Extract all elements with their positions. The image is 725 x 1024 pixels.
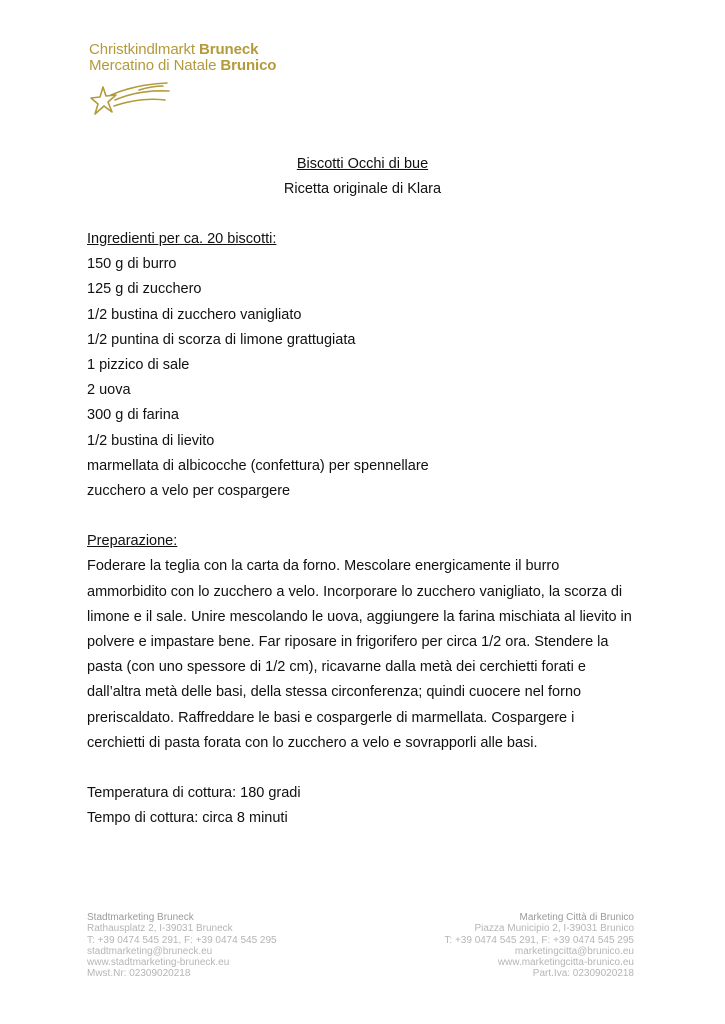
recipe-header [0,152,725,202]
ingredient-item: 150 g di burro [87,256,177,273]
footer-right [444,912,634,980]
footer-left-phone: T: +39 0474 545 291, F: +39 0474 545 295 [87,934,277,946]
preparation-line: dall’altra metà delle basi, della stessa circonferenza; quindi cuocere nel forno [87,684,582,701]
footer-right-email: marketingcitta@brunico.eu [514,945,634,957]
ingredient-item: 1 pizzico di sale [87,356,190,373]
footer-left-address: Rathausplatz 2, I-39031 Bruneck [87,923,233,935]
recipe-title: Biscotti Occhi di bue [296,156,429,172]
logo-line-2-regular: Mercatino di Natale [89,57,221,74]
footer-left [87,912,277,980]
footer-left-email: stadtmarketing@bruneck.eu [87,945,213,957]
preparation-line: preriscaldato. Raffreddare le basi e cospargerle di marmellata. Cospargere i [87,709,575,726]
footer-right-vat: Part.Iva: 02309020218 [532,968,634,980]
logo-line-1-regular: Christkindlmarkt [89,41,199,58]
recipe-body [87,227,647,832]
preparation-heading: Preparazione: [87,533,178,550]
ingredient-item: 300 g di farina [87,407,179,424]
recipe-subtitle: Ricetta originale di Klara [283,181,442,197]
logo [89,42,289,132]
cooking-time: Tempo di cottura: circa 8 minuti [87,810,288,827]
preparation-line: Foderare la teglia con la carta da forno. Mescolare energicamente il burro [87,558,560,575]
ingredient-item: 2 uova [87,382,131,399]
footer-right-org: Marketing Città di Brunico [519,912,634,923]
logo-line-1 [89,42,289,58]
logo-line-1-bold: Bruneck [199,41,259,58]
ingredient-item: zucchero a velo per cospargere [87,482,291,499]
spacer [87,504,647,529]
preparation-line: pasta (con uno spessore di 1/2 cm), ricavarne dalla metà dei cerchietti forati e [87,659,586,676]
footer-right-phone: T: +39 0474 545 291, F: +39 0474 545 295 [444,934,634,946]
footer-right-website: www.marketingcitta-brunico.eu [497,957,634,969]
footer-right-address: Piazza Municipio 2, I-39031 Brunico [474,923,634,935]
footer-left-vat: Mwst.Nr: 02309020218 [87,968,191,980]
preparation-line: ammorbidito con lo zucchero a velo. Incorporare lo zucchero vanigliato, la scorza di [87,583,623,600]
preparation-line: limone e il sale. Unire mescolando le uova, aggiungere la farina mischiata al lievito in [87,608,632,625]
ingredient-item: 1/2 puntina di scorza di limone grattugiata [87,331,356,348]
ingredient-item: marmellata di albicocche (confettura) per spennellare [87,457,429,474]
preparation-line: cerchietti di pasta forata con lo zucchero a velo e sovrapporli alle basi. [87,734,538,751]
footer-left-org: Stadtmarketing Bruneck [87,912,194,923]
ingredients-heading: Ingredienti per ca. 20 biscotti: [87,231,277,247]
preparation-line: polvere e impastare bene. Far riposare in frigorifero per circa 1/2 ora. Stendere la [87,634,609,650]
ingredient-item: 125 g di zucchero [87,281,202,298]
logo-line-2 [89,58,289,74]
shooting-star-icon [89,80,173,130]
spacer [87,756,647,781]
cooking-temperature: Temperatura di cottura: 180 gradi [87,785,301,802]
ingredient-item: 1/2 bustina di lievito [87,432,215,449]
footer-left-website: www.stadtmarketing-bruneck.eu [87,957,230,969]
logo-line-2-bold: Brunico [220,57,277,74]
ingredient-item: 1/2 bustina di zucchero vanigliato [87,306,302,323]
